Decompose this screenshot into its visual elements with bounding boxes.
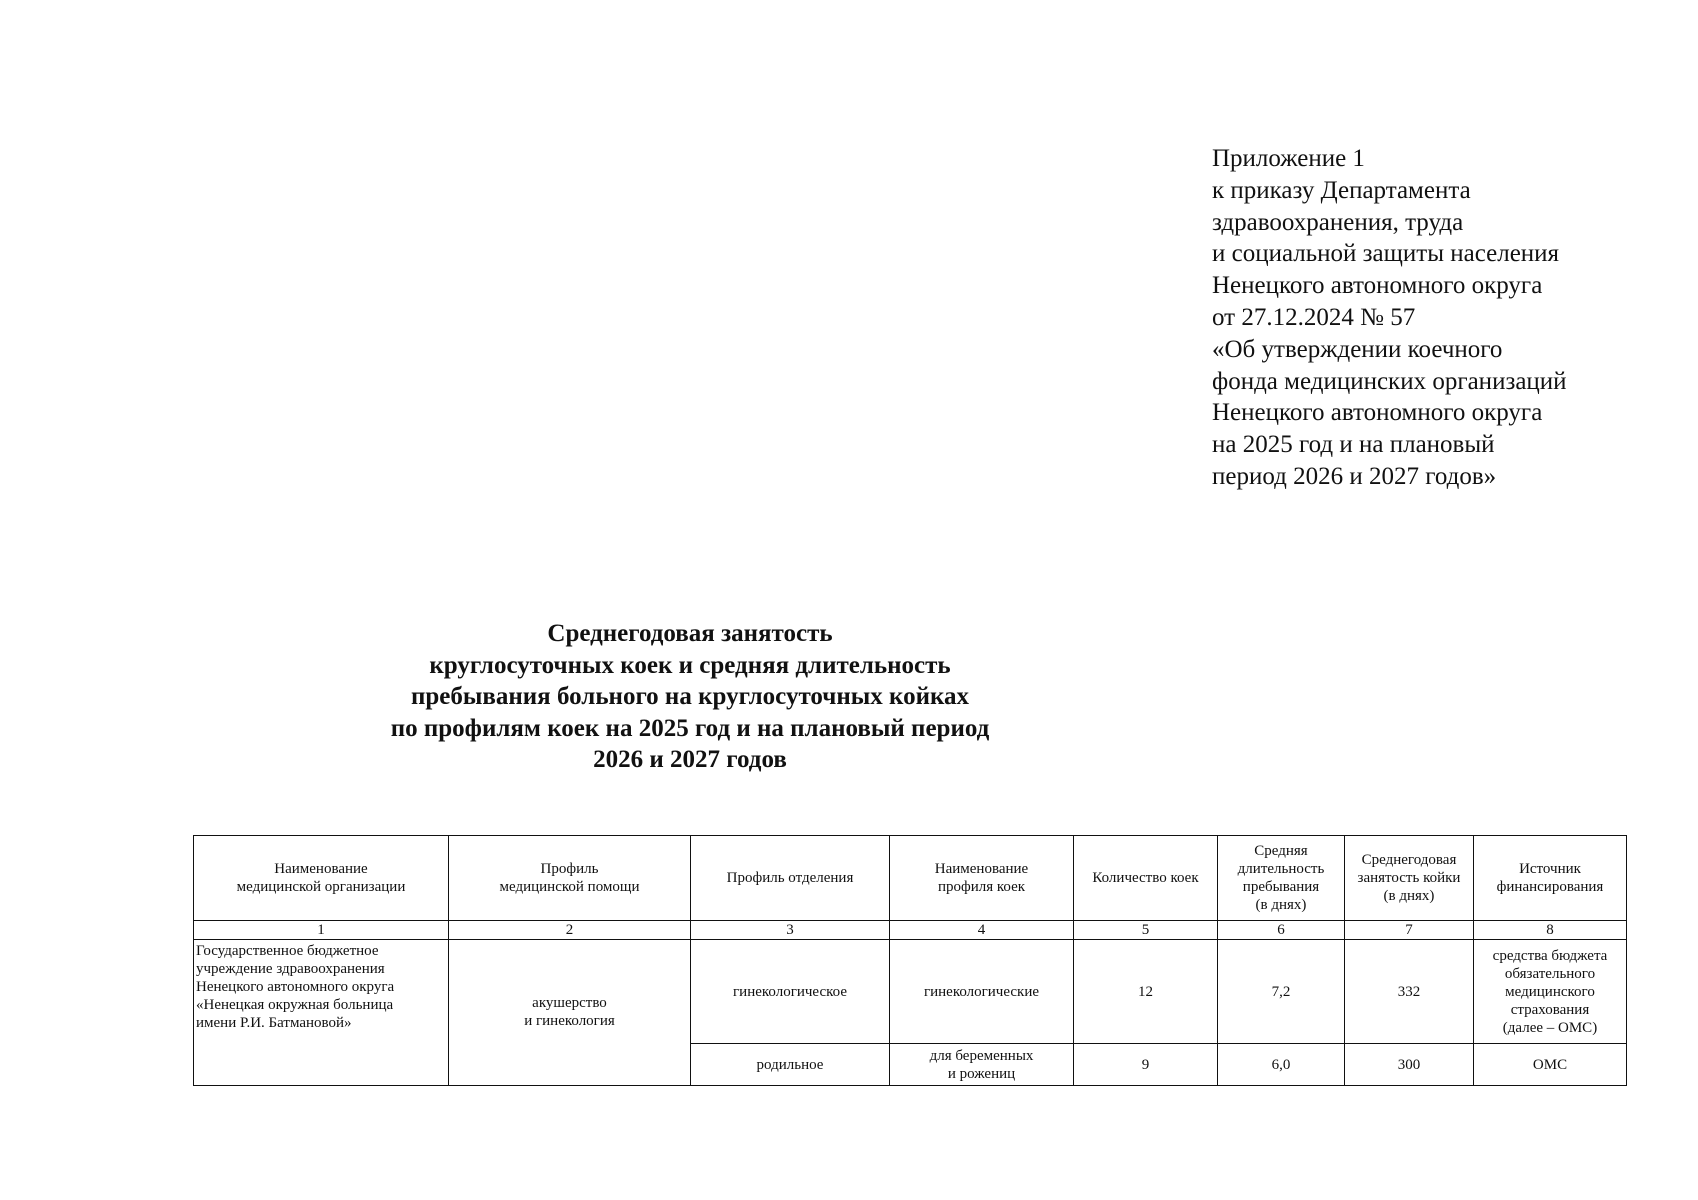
appendix-line: к приказу Департамента	[1212, 176, 1471, 204]
appendix-line: Ненецкого автономного округа	[1212, 399, 1543, 427]
appendix-line: здравоохранения, труда	[1212, 208, 1464, 236]
dept-profile-cell: родильное	[691, 1044, 890, 1086]
header-org: Наименование медицинской организации	[194, 836, 449, 921]
column-number: 6	[1218, 921, 1345, 940]
dept-profile-cell: гинекологическое	[691, 940, 890, 1044]
bed-count-cell: 9	[1074, 1044, 1218, 1086]
funding-cell: средства бюджета обязательного медицинского страхования (далее – ОМС)	[1474, 940, 1627, 1044]
title-line: круглосуточных коек и средняя длительность	[429, 651, 951, 679]
title-line: пребывания больного на круглосуточных койках	[410, 683, 970, 710]
header-bed-profile: Наименование профиля коек	[890, 836, 1074, 921]
avg-stay-cell: 7,2	[1218, 940, 1345, 1044]
occupancy-cell: 332	[1345, 940, 1474, 1044]
appendix-line: и социальной защиты населения	[1212, 240, 1560, 268]
header-care-profile: Профиль медицинской помощи	[449, 836, 691, 921]
column-number: 2	[449, 921, 691, 940]
appendix-line: от 27.12.2024 № 57	[1212, 303, 1416, 331]
document-title	[380, 618, 1000, 776]
column-number: 1	[194, 921, 449, 940]
occupancy-cell: 300	[1345, 1044, 1474, 1086]
bed-profile-cell: для беременных и рожениц	[890, 1044, 1074, 1086]
column-number-row	[194, 921, 1627, 940]
title-line: Среднегодовая занятость	[547, 620, 833, 647]
avg-stay-cell: 6,0	[1218, 1044, 1345, 1086]
bed-fund-table	[193, 835, 1627, 1086]
header-funding: Источник финансирования	[1474, 836, 1627, 921]
header-avg-stay: Средняя длительность пребывания (в днях)	[1218, 836, 1345, 921]
title-line: 2026 и 2027 годов	[593, 746, 787, 773]
appendix-line: «Об утверждении коечного	[1212, 335, 1503, 363]
header-bed-count: Количество коек	[1074, 836, 1218, 921]
appendix-line: Ненецкого автономного округа	[1212, 272, 1543, 300]
funding-cell: ОМС	[1474, 1044, 1627, 1086]
appendix-line: фонда медицинских организаций	[1212, 367, 1567, 395]
care-profile-cell: акушерство и гинекология	[449, 940, 691, 1086]
column-number: 8	[1474, 921, 1627, 940]
appendix-line: период 2026 и 2027 годов»	[1212, 462, 1497, 490]
column-number: 5	[1074, 921, 1218, 940]
column-number: 4	[890, 921, 1074, 940]
appendix-line: на 2025 год и на плановый	[1212, 431, 1495, 459]
appendix-block	[1212, 143, 1567, 493]
header-dept-profile: Профиль отделения	[691, 836, 890, 921]
org-name-cell: Государственное бюджетное учреждение здравоохранения Ненецкого автономного округа «Ненецкая окружная больница имени Р.И. Батмановой»	[194, 940, 449, 1086]
bed-profile-cell: гинекологические	[890, 940, 1074, 1044]
column-number: 3	[691, 921, 890, 940]
column-number: 7	[1345, 921, 1474, 940]
appendix-line: Приложение 1	[1212, 145, 1365, 172]
bed-count-cell: 12	[1074, 940, 1218, 1044]
header-occupancy: Среднегодовая занятость койки (в днях)	[1345, 836, 1474, 921]
table-row	[194, 940, 1627, 1044]
header-row	[194, 836, 1627, 921]
title-line: по профилям коек на 2025 год и на плановый период	[390, 714, 990, 742]
